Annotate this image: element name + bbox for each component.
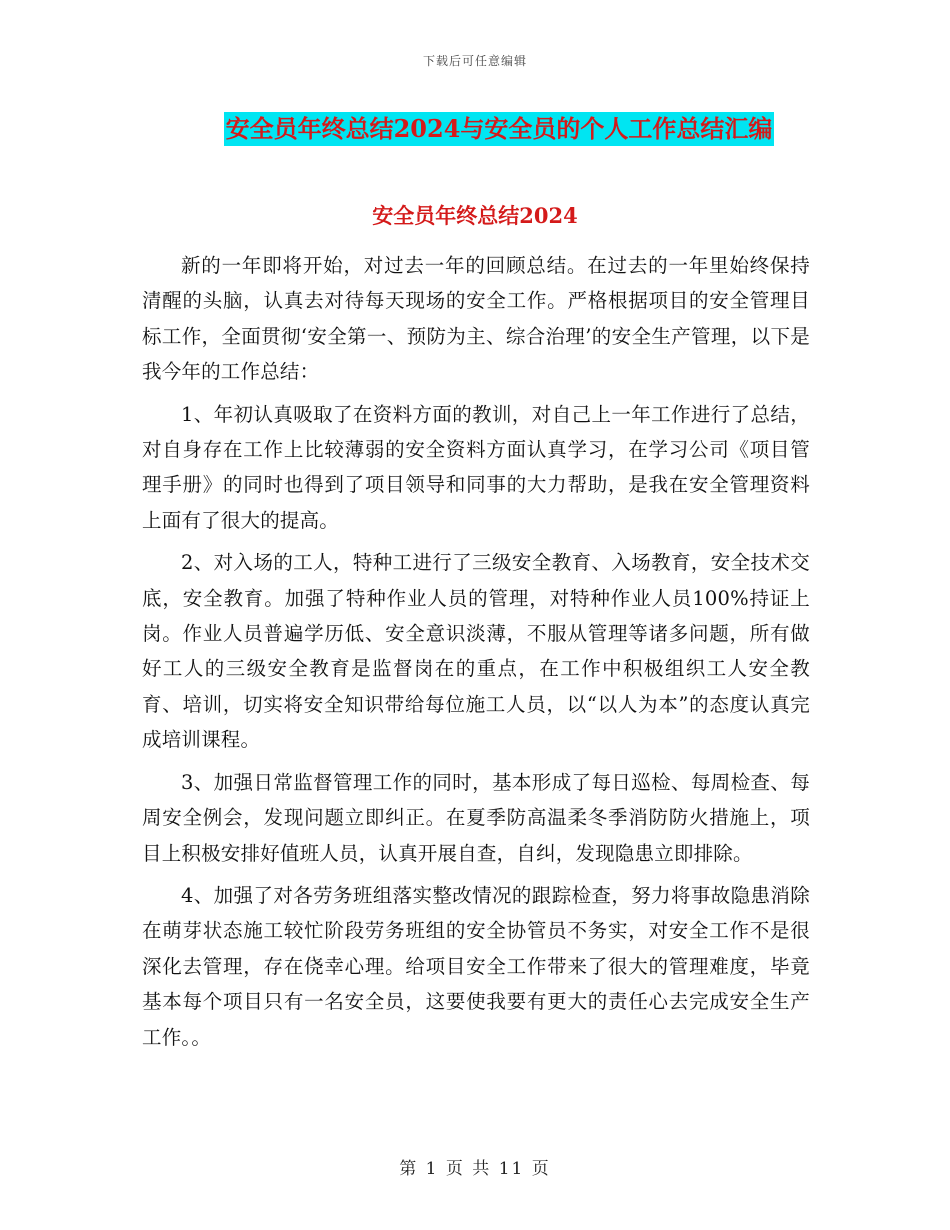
paragraph-intro: 新的一年即将开始，对过去一年的回顾总结。在过去的一年里始终保持清醒的头脑，认真去对待每天现场的安全工作。严格根据项目的安全管理目标工作，全面贯彻‘安全第一、预防为主、综合治理’的安全生产管理，以下是我今年的工作总结：	[142, 254, 810, 384]
document-title-container	[0, 112, 950, 146]
paragraph-item-1: 1、年初认真吸取了在资料方面的教训，对自己上一年工作进行了总结，对自身存在工作上比较薄弱的安全资料方面认真学习，在学习公司《项目管理手册》的同时也得到了项目领导和同事的大力帮助，是我在安全管理资料上面有了很大的提高。	[142, 402, 810, 532]
section-heading: 安全员年终总结2024	[372, 203, 578, 228]
paragraph-item-4: 4、加强了对各劳务班组落实整改情况的跟踪检查，努力将事故隐患消除在萌芽状态施工较忙阶段劳务班组的安全协管员不务实，对安全工作不是很深化去管理，存在侥幸心理。给项目安全工作带来了很大的管理难度，毕竟基本每个项目只有一名安全员，这要使我要有更大的责任心去完成安全生产工作。。	[142, 883, 810, 1049]
paragraph-item-3: 3、加强日常监督管理工作的同时，基本形成了每日巡检、每周检查、每周安全例会，发现问题立即纠正。在夏季防高温柔冬季消防防火措施上，项目上积极安排好值班人员，认真开展自查，自纠，发现隐患立即排除。	[142, 770, 810, 865]
document-title: 安全员年终总结2024与安全员的个人工作总结汇编	[224, 112, 775, 146]
page-header-note: 下载后可任意编辑	[422, 54, 527, 68]
page-number-footer: 第 1 页 共 11 页	[399, 1159, 551, 1179]
document-body	[142, 248, 810, 1062]
paragraph-item-2: 2、对入场的工人，特种工进行了三级安全教育、入场教育，安全技术交底，安全教育。加强了特种作业人员的管理，对特种作业人员100%持证上岗。作业人员普遍学历低、安全意识淡薄，不服从管理等诸多问题，所有做好工人的三级安全教育是监督岗在的重点，在工作中积极组织工人安全教育、培训，切实将安全知识带给每位施工人员，以“以人为本”的态度认真完成培训课程。	[142, 551, 810, 752]
